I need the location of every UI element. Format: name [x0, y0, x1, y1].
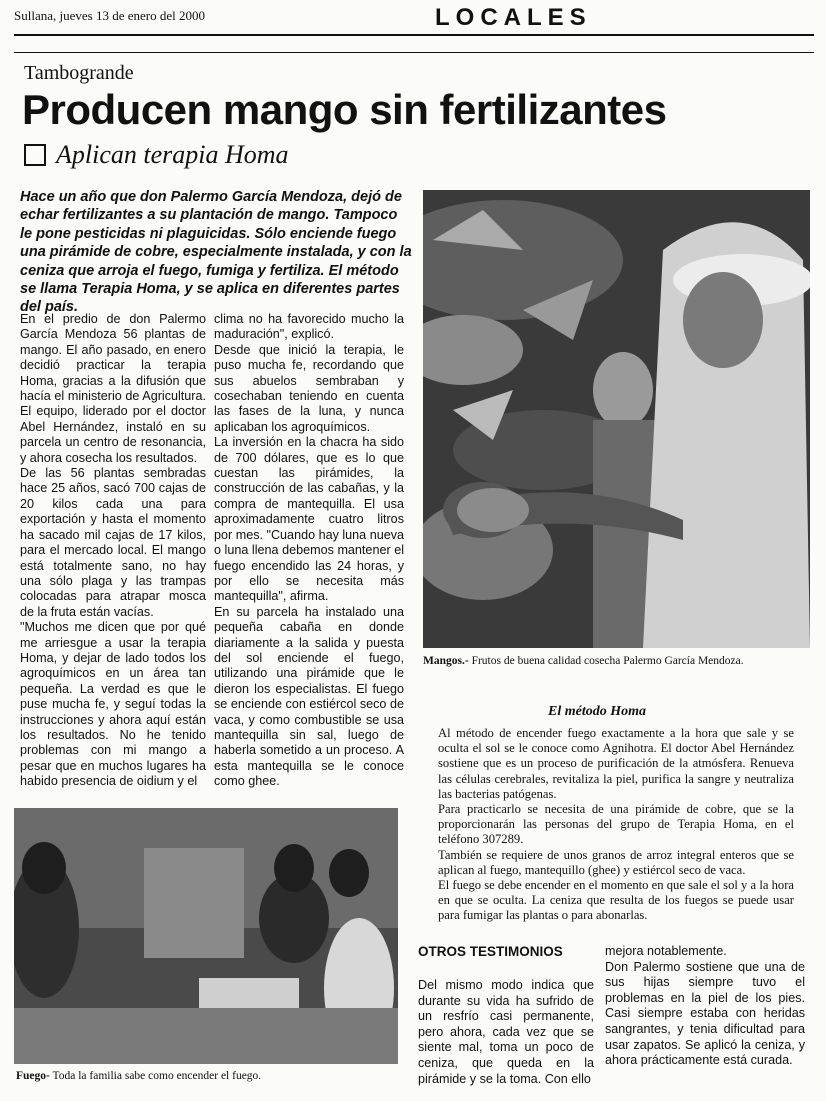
- photo-caption-mangos: [423, 655, 744, 667]
- paragraph: Del mismo modo indica que durante su vida ha sufrido de un resfrío casi permanente, pero ahora, cada vez que se siente mal, toma un poco de ceniza, que queda en la pirámide y se la toma. Con ello: [418, 978, 594, 1086]
- body-column-1: [20, 312, 206, 790]
- photo-caption-fuego: [16, 1070, 261, 1082]
- square-bullet-icon: [24, 144, 46, 166]
- header-rule: [14, 34, 814, 36]
- photo-family-fire-image: [14, 808, 398, 1064]
- paragraph: Desde que inició la terapia, le puso mucha fe, recordando que sus abuelos sembraban y cosechaban teniendo en cuenta las fases de la luna, y nunca aplicaban los agroquímicos.: [214, 342, 404, 434]
- paragraph: mejora notablemente.: [605, 944, 727, 958]
- section-title: LOCALES: [435, 4, 592, 31]
- deck-text: Aplican terapia Homa: [56, 140, 289, 169]
- paragraph: Don Palermo sostiene que una de sus hijas siempre tuvo el problemas en la piel de los pies. Casi siempre estaba con heridas sangrantes, y tenia dificultad para usar zapatos. Se aplicó la ceniza, y ahora prácticamente está curada.: [605, 959, 805, 1068]
- paragraph: El fuego se debe encender en el momento en que sale el sol y a la hora en que se oculta. La ceniza que resulta de los fuegos se puede usar para fumigar las plantas o para abonarlas.: [438, 878, 794, 923]
- caption-text: Frutos de buena calidad cosecha Palermo García Mendoza.: [468, 655, 744, 667]
- photo-family-fire: [14, 808, 398, 1064]
- caption-label: Fuego-: [16, 1070, 50, 1082]
- paragraph: En su parcela ha instalado una pequeña cabaña en donde diariamente a la salida y puesta del sol enciende el fuego, utilizando una pirámide que le dieron los especialistas. El fuego se enciende con estiércol seco de vaca, y como combustible se usa mantequilla sin sal, luego de haberla sometido a un proceso. A esta mantequilla se le conoce como ghee.: [214, 604, 404, 789]
- paragraph: También se requiere de unos granos de arroz integral enteros que se aplican al fuego, mantequillo (ghee) y estiércol seco de vaca.: [438, 847, 794, 877]
- sidebar-title: El método Homa: [548, 704, 646, 719]
- paragraph: En el predio de don Palermo García Mendoza 56 plantas de mango. El año pasado, en enero decidió practicar la terapia Homa, gracias a la difusión que hacía el ministerio de Agricultura. El equipo, liderado por el doctor Abel Hernández, instaló en su parcela un centro de resonancia, y ahora cosecha los resultados.: [20, 312, 206, 465]
- caption-label: Mangos.-: [423, 655, 469, 667]
- body-column-4: [605, 944, 805, 1069]
- article-deck: [24, 140, 289, 170]
- paragraph: clima no ha favorecido mucho la maduración", explicó.: [214, 312, 404, 342]
- section-heading-otros: OTROS TESTIMONIOS: [418, 944, 563, 959]
- paragraph: La inversión en la chacra ha sido de 700 dólares, que es lo que cuestan las pirámides, la construcción de las cabañas, y la compra de mantequilla. El usa aproximadamente cuatro litros por mes. "Cuando hay luna nueva o luna llena debemos mantener el fuego encendido las 24 horas, y por ello se necesita más mantequilla", afirma.: [214, 435, 405, 604]
- paragraph: De las 56 plantas sembradas hace 25 años, sacó 700 cajas de 20 kilos cada una para exportación y hasta el momento ha sacado mil cajas de 17 kilos, para el mercado local. El mango está totalmente sano, no hay una sólo plaga y las trampas colocadas para atrapar mosca de la fruta están vacías.: [20, 466, 206, 619]
- dateline: Sullana, jueves 13 de enero del 2000: [14, 8, 205, 23]
- photo-mango-harvest: [423, 190, 810, 648]
- article-kicker: Tambogrande: [24, 62, 134, 84]
- header-rule-thin: [14, 52, 814, 53]
- photo-mango-harvest-image: [423, 190, 810, 648]
- body-column-2: [214, 312, 404, 790]
- sidebar-body: [438, 726, 794, 924]
- article-lead: Hace un año que don Palermo García Mendoza, dejó de echar fertilizantes a su plantación de mango. Tampoco le pone pesticidas ni plaguicidas. Sólo enciende fuego una pirámide de cobre, especialmente instalada, y con la ceniza que arroja el fuego, fumiga y fertiliza. El método se llama Terapia Homa, y se aplica en diferentes partes del país.: [20, 189, 412, 316]
- paragraph: Para practicarlo se necesita de una pirámide de cobre, que se la proporcionarán las personas del grupo de Terapia Homa, en el teléfono 307289.: [438, 802, 794, 847]
- caption-text: Toda la familia sabe como encender el fuego.: [49, 1070, 262, 1082]
- article-headline: Producen mango sin fertilizantes: [22, 86, 667, 133]
- paragraph: "Muchos me dicen que por qué me arriesgue a usar la terapia Homa, y dejar de lado todos los agroquímicos en un área tan pequeña. La verdad es que le puse mucha fe, y seguí todas la instrucciones y ahora aquí están los resultados. No he tenido problemas con mi mango a pesar que en muchos lugares ha habido presencia de oidium y el: [20, 620, 206, 789]
- body-column-3: [418, 978, 594, 1087]
- paragraph: Al método de encender fuego exactamente a la hora que sale y se oculta el sol se le conoce como Agnihotra. El doctor Abel Hernández sostiene que es un proceso de purificación de la atmósfera. Renueva las células cerebrales, revitaliza la piel, purifica la sangre y neutraliza las bacterias patógenas.: [438, 726, 794, 801]
